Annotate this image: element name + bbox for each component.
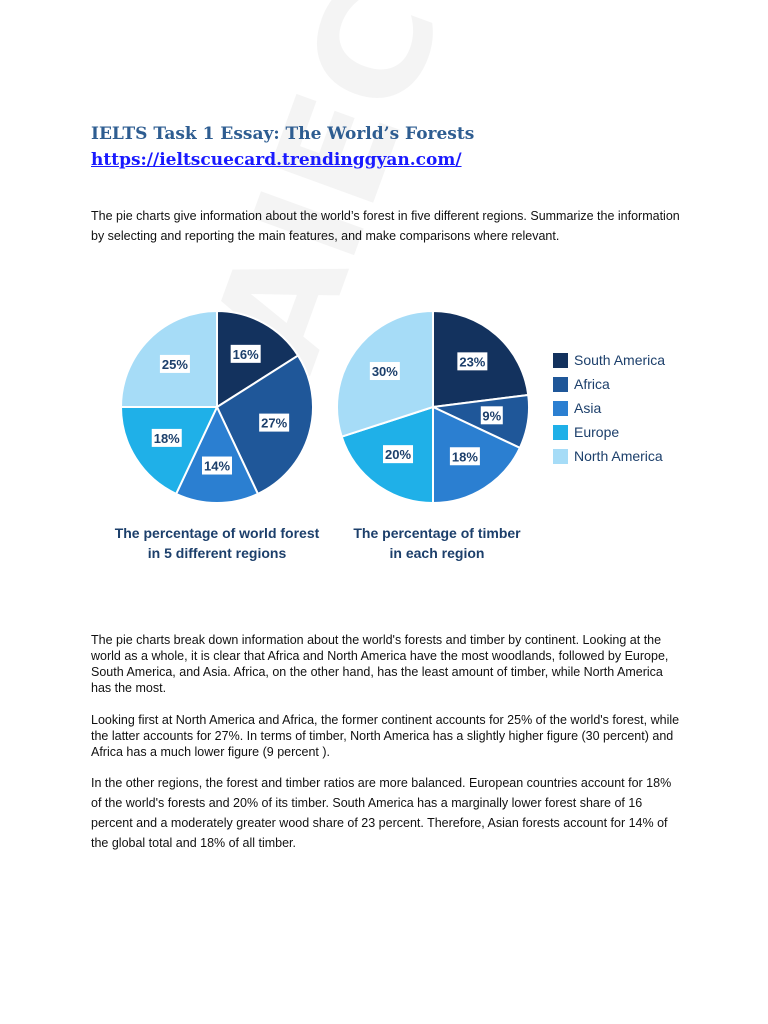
source-link[interactable]: https://ieltscuecard.trendinggyan.com/ bbox=[91, 150, 462, 170]
legend-label-africa: Africa bbox=[574, 376, 610, 392]
pie1-data-label-north-america: 25% bbox=[161, 356, 188, 372]
task-prompt: The pie charts give information about the world’s forest in five different regions. Summarize the information by selecting and reporting the main features, and make comparisons where relevant. bbox=[91, 209, 680, 243]
pie2-data-label-north-america: 30% bbox=[371, 364, 398, 380]
pie2-data-label-asia: 18% bbox=[451, 449, 478, 465]
legend-swatch-south-america bbox=[553, 353, 568, 368]
pie1-caption-line-1: The percentage of world forest bbox=[114, 525, 320, 541]
pie-chart-timber bbox=[337, 311, 529, 503]
pie2-data-label-africa: 9% bbox=[482, 408, 502, 424]
pie2-caption-line-1: The percentage of timber bbox=[353, 525, 521, 541]
legend-swatch-africa bbox=[553, 377, 568, 392]
pie2-caption-line-2: in each region bbox=[389, 545, 485, 561]
legend-swatch-asia bbox=[553, 401, 568, 416]
essay-title: IELTS Task 1 Essay: The World’s Forests bbox=[91, 124, 475, 144]
pie1-caption-line-2: in 5 different regions bbox=[147, 545, 287, 561]
chart-legend bbox=[553, 352, 665, 464]
legend-label-europe: Europe bbox=[574, 424, 620, 440]
legend-label-asia: Asia bbox=[574, 400, 602, 416]
pie1-data-label-africa: 27% bbox=[261, 415, 288, 431]
pie2-data-label-south-america: 23% bbox=[459, 354, 486, 370]
essay-paragraph-3: In the other regions, the forest and timber ratios are more balanced. European countries account for 18% of the world's forests and 20% of its timber. South America has a marginally lower forest share of 16 percent and a moderately greater wood share of 23 percent. Therefore, Asian forests account for 14% of the global total and 18% of all timber. bbox=[91, 776, 672, 850]
legend-swatch-europe bbox=[553, 425, 568, 440]
pie-chart-world-forest bbox=[121, 311, 313, 503]
pie2-data-label-europe: 20% bbox=[384, 447, 412, 463]
essay-paragraph-2: Looking first at North America and Africa, the former continent accounts for 25% of the world's forest, while the latter accounts for 27%. In terms of timber, North America has a slightly higher figure (30 percent) and Africa has a much lower figure (9 percent ). bbox=[91, 713, 680, 759]
legend-label-south-america: South America bbox=[574, 352, 666, 368]
pie1-data-label-asia: 14% bbox=[203, 458, 231, 474]
pie1-data-label-south-america: 16% bbox=[232, 346, 259, 362]
legend-swatch-north-america bbox=[553, 449, 568, 464]
legend-label-north-america: North America bbox=[574, 448, 663, 464]
essay-paragraph-1: The pie charts break down information about the world's forests and timber by continent. Looking at the world as a whole, it is clear that Africa and North America have the most woodlands, followed by Europe, South America, and Asia. Africa, on the other hand, has the least amount of timber, while North America has the most. bbox=[91, 633, 669, 695]
pie-charts-figure bbox=[90, 295, 690, 575]
pie1-data-label-europe: 18% bbox=[153, 430, 180, 446]
